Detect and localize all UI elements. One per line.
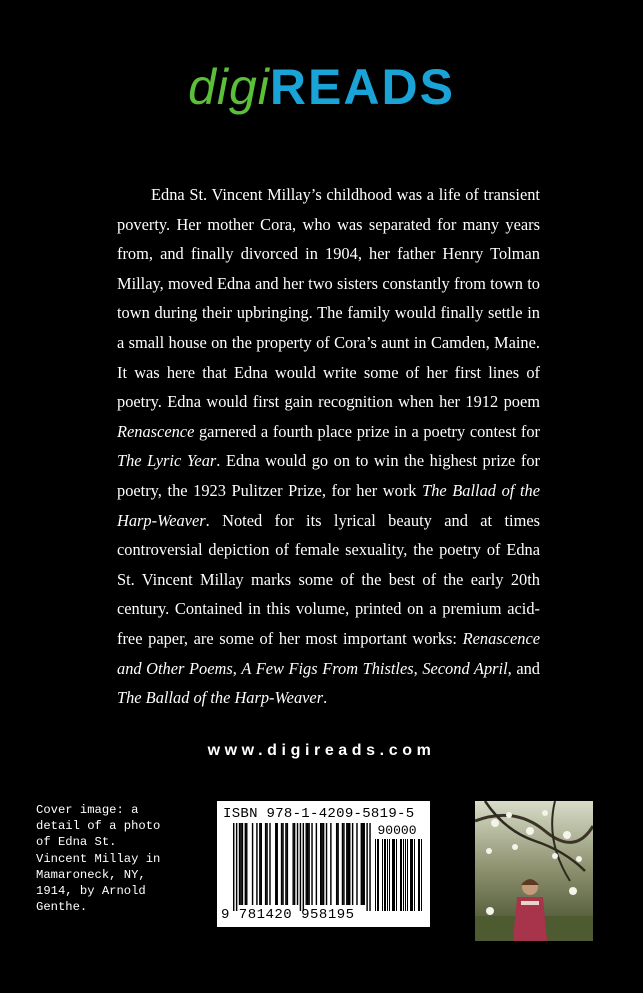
addon-bar-36 — [411, 839, 412, 911]
addon-bar-21 — [396, 839, 397, 911]
addon-bar-9 — [384, 839, 385, 911]
barcode-bar-21 — [294, 823, 295, 905]
addon-bar-2 — [377, 839, 378, 911]
barcode-bar-32 — [323, 823, 324, 905]
addon-bar-18 — [393, 839, 394, 911]
barcode-bar-25 — [306, 823, 307, 905]
barcode-bar-12 — [266, 823, 267, 905]
barcode-bar-27 — [308, 823, 309, 905]
addon-bar-7 — [382, 839, 383, 911]
addon-bar-46 — [421, 839, 422, 911]
description-text: Edna St. Vincent Millay’s childhood was a life of transient poverty. Her mother Cora, who was separated for many years from, and finally divorced in 1904, her father Henry Tolman Millay, moved Edna and her two sisters constantly from town to town during their upbringing. The family would finally settle in a small house on the property of Cora’s aunt in Camden, Maine. It was here that Edna would write some of her first lines of poetry. Edna would first gain recognition when her 1912 poem — [117, 185, 540, 412]
italic-title: The Ballad of the Harp-Weaver — [117, 480, 540, 530]
barcode-bar-4 — [242, 823, 243, 905]
barcode-bar-19 — [287, 823, 288, 905]
barcode-bar-18 — [285, 823, 286, 905]
barcode-bar-24 — [303, 823, 304, 911]
italic-title: A Few Figs From Thistles — [241, 658, 414, 678]
barcode-bar-7 — [252, 823, 253, 905]
barcode-bar-17 — [282, 823, 283, 905]
barcode-bar-22 — [297, 823, 298, 905]
barcode-bar-11 — [265, 823, 266, 905]
description-text: . — [323, 688, 328, 708]
addon-bar-25 — [400, 839, 401, 911]
addon-bar-10 — [385, 839, 386, 911]
cover-photo-thumbnail — [475, 801, 593, 941]
description-text: , and — [507, 658, 540, 678]
barcode-bar-40 — [348, 823, 349, 905]
isbn-barcode — [217, 801, 430, 927]
barcode-bar-1 — [236, 823, 237, 911]
description-text: garnered a fourth place prize in a poetry contest for — [194, 421, 540, 441]
addon-bar-32 — [407, 839, 408, 911]
publisher-logo — [0, 59, 643, 115]
barcode-bar-29 — [316, 823, 317, 905]
barcode-bar-35 — [336, 823, 337, 905]
barcode-bar-31 — [321, 823, 322, 905]
barcode-bar-15 — [277, 823, 278, 905]
addon-bar-30 — [405, 839, 406, 911]
barcode-bar-28 — [311, 823, 312, 905]
italic-title: Renascence — [117, 421, 195, 441]
italic-title: The Lyric Year — [117, 451, 217, 471]
addon-bar-3 — [378, 839, 379, 911]
barcode-bar-16 — [281, 823, 282, 905]
italic-title: Second April — [422, 658, 508, 678]
addon-bar-0 — [375, 839, 376, 911]
addon-bar-39 — [414, 839, 415, 911]
description-text: . Noted for its lyrical beauty and at times controversial depiction of female sexuality, the poetry of Edna St. Vincent Millay marks some of the best of the early 20th century. Contained in this volume, printed on a premium acid-free paper, are some of her most important works: — [117, 510, 540, 648]
barcode-bar-44 — [361, 823, 362, 905]
logo-digi-text: digi — [188, 59, 270, 115]
barcode-bar-43 — [356, 823, 357, 905]
addon-bar-28 — [403, 839, 404, 911]
addon-bar-17 — [392, 839, 393, 911]
barcode-bar-45 — [362, 823, 363, 905]
barcode-bar-13 — [269, 823, 270, 905]
logo-reads-text: READS — [269, 59, 455, 115]
addon-bar-12 — [387, 839, 388, 911]
barcode-bar-0 — [233, 823, 234, 911]
barcode-bar-38 — [343, 823, 344, 905]
barcode-bar-20 — [292, 823, 293, 905]
barcode-bar-36 — [337, 823, 338, 905]
barcode-bar-3 — [240, 823, 241, 905]
book-description — [117, 180, 540, 713]
barcode-bar-37 — [342, 823, 343, 905]
barcode-bar-23 — [300, 823, 301, 911]
description-text: . Edna would go on to win the highest prize for poetry, the 1923 Pulitzer Prize, for her work — [117, 451, 540, 500]
barcode-bar-6 — [246, 823, 247, 905]
barcode-bar-34 — [330, 823, 331, 905]
addon-bar-43 — [418, 839, 419, 911]
isbn-label: ISBN 978-1-4209-5819-5 — [223, 806, 415, 822]
addon-bar-35 — [410, 839, 411, 911]
barcode-bar-2 — [239, 823, 240, 905]
barcode-bar-41 — [349, 823, 350, 905]
addon-bar-14 — [389, 839, 390, 911]
barcode-bar-46 — [364, 823, 365, 905]
italic-title: Renascence and Other Poems — [117, 628, 540, 678]
barcode-bar-9 — [259, 823, 260, 905]
barcode-bar-5 — [245, 823, 246, 905]
italic-title: The Ballad of the Harp-Weaver — [117, 688, 324, 708]
barcode-bar-8 — [256, 823, 257, 905]
barcode-bar-14 — [275, 823, 276, 905]
barcode-bar-33 — [326, 823, 327, 905]
description-paragraph — [117, 180, 540, 713]
addon-bar-37 — [412, 839, 413, 911]
description-text: , — [232, 658, 242, 678]
barcode-ean-number: 9 781420 958195 — [221, 907, 355, 923]
barcode-bar-26 — [307, 823, 308, 905]
addon-bar-19 — [394, 839, 395, 911]
barcode-bar-30 — [320, 823, 321, 905]
barcode-bar-42 — [352, 823, 353, 905]
cover-image-credit: Cover image: a detail of a photo of Edna St. Vincent Millay in Mamaroneck, NY, 1914, by Arnold Genthe. — [36, 803, 161, 915]
publisher-website: www.digireads.com — [207, 742, 436, 759]
barcode-addon-number: 90000 — [377, 823, 417, 838]
addon-bar-26 — [401, 839, 402, 911]
barcode-bar-39 — [346, 823, 347, 905]
barcode-bar-10 — [261, 823, 262, 905]
description-text: , — [413, 658, 423, 678]
addon-bar-44 — [419, 839, 420, 911]
